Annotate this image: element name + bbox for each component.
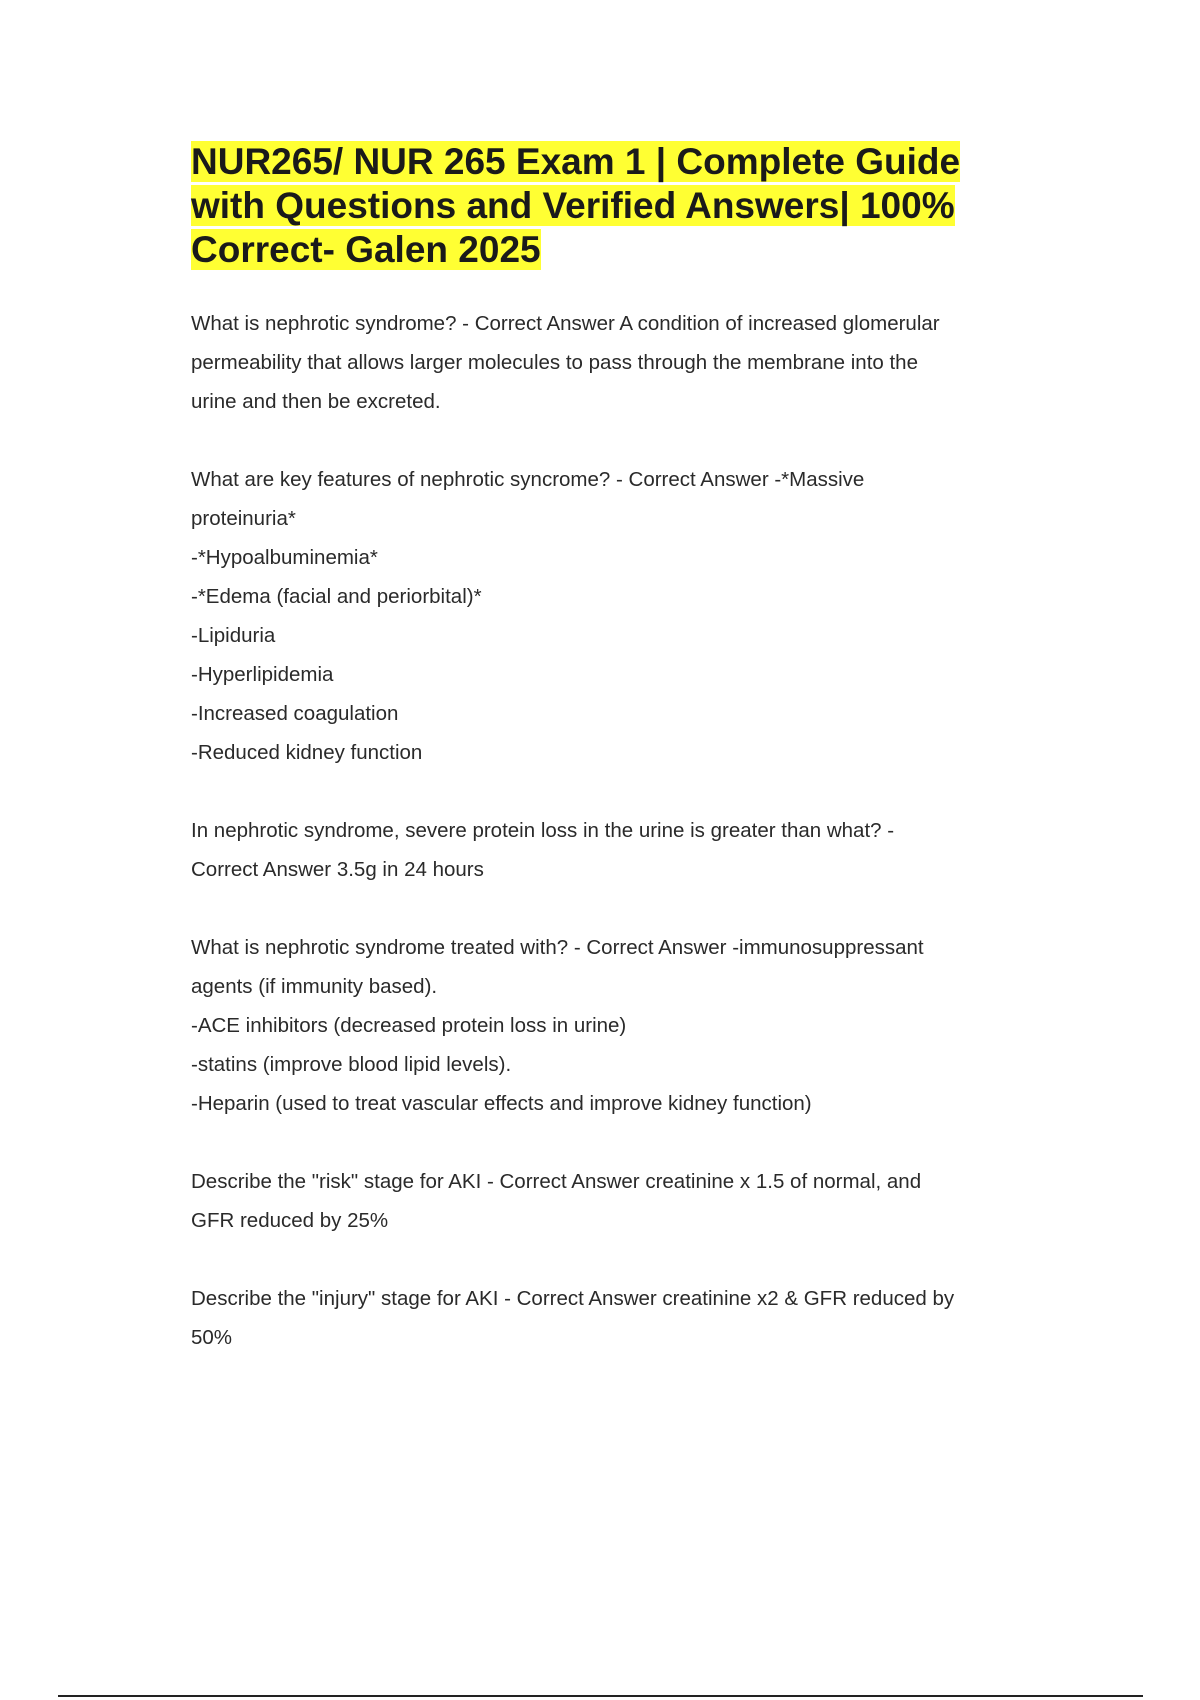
text-line: Describe the "injury" stage for AKI - Correct Answer creatinine x2 & GFR reduced by <box>191 1287 955 1310</box>
title-line: with Questions and Verified Answers| 100% <box>191 185 955 226</box>
document-body <box>191 304 1051 1396</box>
text-line: -statins (improve blood lipid levels). <box>191 1053 512 1076</box>
title-line: Correct- Galen 2025 <box>191 229 541 270</box>
text-line: In nephrotic syndrome, severe protein loss in the urine is greater than what? - <box>191 819 895 842</box>
text-line: -*Hypoalbuminemia* <box>191 546 378 569</box>
text-line: -Increased coagulation <box>191 702 399 725</box>
text-line: -Reduced kidney function <box>191 741 423 764</box>
qa-item-protein-loss <box>191 811 1051 889</box>
text-line: GFR reduced by 25% <box>191 1209 389 1232</box>
text-line: -Hyperlipidemia <box>191 663 334 686</box>
text-line: What are key features of nephrotic syncrome? - Correct Answer -*Massive <box>191 468 865 491</box>
qa-item-aki-injury <box>191 1279 1051 1357</box>
text-line: 50% <box>191 1326 233 1349</box>
document-title <box>191 140 1011 272</box>
text-line: urine and then be excreted. <box>191 390 441 413</box>
text-line: -Heparin (used to treat vascular effects and improve kidney function) <box>191 1092 812 1115</box>
text-line: -*Edema (facial and periorbital)* <box>191 585 482 608</box>
text-line: Correct Answer 3.5g in 24 hours <box>191 858 484 881</box>
qa-item-nephrotic-definition <box>191 304 1051 421</box>
title-line: NUR265/ NUR 265 Exam 1 | Complete Guide <box>191 141 961 182</box>
text-line: permeability that allows larger molecules to pass through the membrane into the <box>191 351 918 374</box>
page-bottom-rule <box>58 1695 1143 1697</box>
qa-item-aki-risk <box>191 1162 1051 1240</box>
text-line: -Lipiduria <box>191 624 276 647</box>
text-line: What is nephrotic syndrome treated with? - Correct Answer -immunosuppressant <box>191 936 924 959</box>
text-line: What is nephrotic syndrome? - Correct Answer A condition of increased glomerular <box>191 312 940 335</box>
text-line: -ACE inhibitors (decreased protein loss in urine) <box>191 1014 627 1037</box>
text-line: Describe the "risk" stage for AKI - Correct Answer creatinine x 1.5 of normal, and <box>191 1170 922 1193</box>
qa-item-key-features <box>191 460 1051 772</box>
qa-item-treatment <box>191 928 1051 1123</box>
text-line: proteinuria* <box>191 507 296 530</box>
text-line: agents (if immunity based). <box>191 975 438 998</box>
